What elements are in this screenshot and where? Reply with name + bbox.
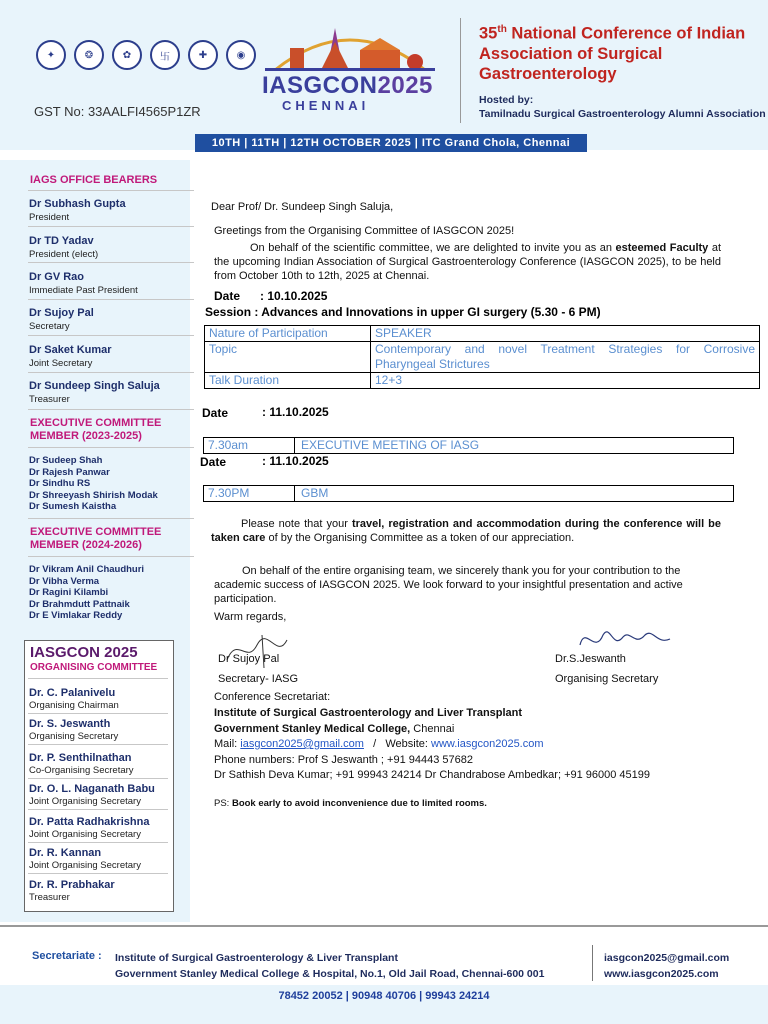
brand-year: 2025 [377,72,433,99]
organising-committee-subtitle: ORGANISING COMMITTEE [30,662,158,673]
sidebar-divider [28,372,194,373]
phone-line: Phone numbers: Prof S Jeswanth ; +91 94443 57682 [214,754,473,766]
organiser-role: Treasurer [29,892,70,903]
table-cell-label: Topic [205,342,371,373]
member-name: Dr Rajesh Panwar [29,466,110,478]
invitation-bold: esteemed Faculty [615,242,709,254]
office-bearer-name: Dr GV Rao [29,271,85,283]
footer-address [115,950,544,982]
organiser-role: Co-Organising Secretary [29,765,134,776]
organiser-name: Dr. O. L. Naganath Babu [29,783,155,795]
date-label: Date [200,455,227,469]
footer-secretariat-label: Secretariate : [32,950,102,962]
sidebar-divider [28,744,168,745]
date-label: Date [202,406,229,420]
office-bearer-role: Joint Secretary [29,358,93,369]
table-cell-label: Talk Duration [205,373,371,389]
mail-label: Mail: [214,738,241,750]
organiser-role: Joint Organising Secretary [29,796,141,807]
sidebar-divider [28,713,168,714]
office-bearer-name: Dr TD Yadav [29,235,94,247]
table-cell-value: SPEAKER [371,326,760,342]
signatory-role: Organising Secretary [555,673,659,685]
schedule-row [203,485,734,502]
member-name: Dr Shreeyash Shirish Modak [29,489,158,501]
hosted-by [479,93,766,121]
hosted-by-org: Tamilnadu Surgical Gastroenterology Alumni Association [479,108,766,120]
member-name: Dr Sindhu RS [29,478,91,489]
organiser-role: Organising Chairman [29,700,119,711]
office-bearer-role: Treasurer [29,394,70,405]
signatory-name: Dr Sujoy Pal [218,653,280,665]
organiser-name: Dr. S. Jeswanth [29,718,111,730]
exec-heading-line: MEMBER (2024-2026) [30,539,142,551]
hosted-by-label: Hosted by: [479,94,534,106]
salutation: Dear Prof/ Dr. Sundeep Singh Saluja, [211,201,394,213]
hospitality-text: Please note that your [241,518,352,530]
office-bearer-name: Dr Sujoy Pal [29,307,94,319]
exec-committee-2024-list [29,564,144,622]
organiser-name: Dr. P. Senthilnathan [29,752,132,764]
sidebar-divider [28,226,194,227]
ps-text: Book early to avoid inconvenience due to limited rooms. [231,798,487,809]
office-bearer-role: Immediate Past President [29,285,138,296]
exec-committee-2024-heading [30,526,161,552]
member-name: Dr Vibha Verma [29,575,100,587]
institute-logo-icon: ✚ [188,40,218,70]
office-bearer-role: President [29,212,70,223]
college-name: Government Stanley Medical College, [214,723,411,735]
crest-icon: ✿ [112,40,142,70]
invitation-text: On behalf of the scientific committee, we are delighted to invite you as an [250,242,616,254]
swastika-icon: 卐 [150,40,180,70]
organiser-role: Joint Organising Secretary [29,860,141,871]
association-logos [36,40,256,70]
brand-word: IASGCON [262,72,378,99]
date-venue-ribbon: 10TH | 11TH | 12TH OCTOBER 2025 | ITC Grand Chola, Chennai [195,134,587,152]
member-name: Dr Brahmdutt Pattnaik [29,598,130,610]
table-row [205,326,760,342]
conference-title-text: National Conference of Indian Association of Surgical Gastroenterology [479,24,746,83]
college-city: Chennai [410,723,455,735]
date-value: : 11.10.2025 [262,454,329,468]
signature-jeswanth [575,625,675,655]
office-bearer-name: Dr Sundeep Singh Saluja [29,380,160,392]
organising-committee-title: IASGCON 2025 [30,644,138,661]
gst-number: GST No: 33AALFI4565P1ZR [34,104,201,119]
secretariat-institute: Institute of Surgical Gastroenterology and Liver Transplant [214,707,523,719]
table-row [205,373,760,389]
brand-wordmark [262,72,433,100]
sidebar-divider [28,778,168,779]
email-link[interactable]: iasgcon2025@gmail.com [240,738,364,750]
organiser-name: Dr. C. Palanivelu [29,687,116,699]
sidebar-divider [28,447,194,448]
schedule-event: GBM [301,486,329,500]
contact-line [214,737,544,751]
sidebar-divider [28,262,194,263]
sidebar-divider [28,409,194,410]
schedule-time: 7.30am [204,438,295,453]
footer-vertical-divider [592,945,593,981]
participation-table [204,325,760,389]
member-name: Dr Sudeep Shah [29,455,103,466]
office-bearer-name: Dr Subhash Gupta [29,198,126,210]
secretariat-college [214,722,454,736]
thanks-paragraph: On behalf of the entire organising team, we sincerely thank you for your contribution to the academic success of IASGCON 2025. We look forward to your insightful presentation and active participation. [214,565,683,605]
warm-regards: Warm regards, [214,611,287,623]
conference-ordinal-suffix: th [497,24,507,35]
footer-contact [604,950,729,982]
exec-committee-2023-heading [30,417,161,443]
session-line: Session : Advances and Innovations in upper GI surgery (5.30 - 6 PM) [205,305,601,319]
table-cell-value: Contemporary and novel Treatment Strategies for Corrosive Pharyngeal Strictures [371,342,760,373]
secretariat-label: Conference Secretariat: [214,691,331,703]
office-bearers-heading: IAGS OFFICE BEARERS [30,174,158,186]
date-value: : 10.10.2025 [260,289,328,303]
ps-label: PS: [214,798,232,809]
greeting: Greetings from the Organising Committee of IASGCON 2025! [214,225,515,237]
office-bearer-role: President (elect) [29,249,99,260]
header-divider [460,18,461,123]
hospitality-paragraph [211,517,721,545]
member-name: Dr Ragini Kilambi [29,587,109,598]
date-label: Date [214,289,241,303]
table-cell-label: Nature of Participation [205,326,371,342]
organiser-name: Dr. Patta Radhakrishna [29,816,150,828]
signatory-name: Dr.S.Jeswanth [555,653,626,665]
hospitality-text: of by the Organising Committee as a token of our appreciation. [265,532,575,544]
sidebar-divider [28,556,194,557]
signatory-role: Secretary- IASG [218,673,299,685]
brand-city: CHENNAI [282,98,370,113]
sidebar-divider [28,335,194,336]
table-cell-value: 12+3 [371,373,760,389]
organiser-role: Joint Organising Secretary [29,829,141,840]
date-value: : 11.10.2025 [262,405,329,419]
footer-address-line: Institute of Surgical Gastroenterology & Liver Transplant [115,952,398,964]
organiser-name: Dr. R. Prabhakar [29,879,115,891]
society-logo-icon: ◉ [226,40,256,70]
sidebar-divider [28,299,194,300]
member-name: Dr E Vimlakar Reddy [29,610,123,621]
phone-line: Dr Sathish Deva Kumar; +91 99943 24214 Dr Chandrabose Ambedkar; +91 96000 45199 [214,769,651,781]
exec-committee-2023-list [29,455,158,513]
member-name: Dr Vikram Anil Chaudhuri [29,564,145,575]
footer-address-line: Government Stanley Medical College & Hospital, No.1, Old Jail Road, Chennai-600 001 [115,968,545,980]
exec-heading-line: EXECUTIVE COMMITTEE [30,526,162,538]
office-bearer-role: Secretary [29,321,70,332]
exec-heading-line: EXECUTIVE COMMITTEE [30,417,162,429]
office-bearer-name: Dr Saket Kumar [29,344,112,356]
sidebar-divider [28,809,168,810]
sidebar-divider [28,518,194,519]
conference-ordinal: 35 [479,24,498,43]
emblem-icon: ✦ [36,40,66,70]
footer-website[interactable]: www.iasgcon2025.com [604,968,719,980]
ps-note [214,797,487,811]
table-row [205,342,760,373]
organiser-name: Dr. R. Kannan [29,847,102,859]
footer-phones: 78452 20052 | 90948 40706 | 99943 24214 [278,990,490,1002]
organiser-role: Organising Secretary [29,731,119,742]
website-link[interactable]: www.iasgcon2025.com [431,738,544,750]
invitation-paragraph [214,241,721,283]
schedule-event: EXECUTIVE MEETING OF IASG [301,438,480,452]
hospitality-bold: travel, registration and accommodation during the conference will be taken care [211,518,721,544]
schedule-time: 7.30PM [204,486,295,501]
member-name: Dr Sumesh Kaistha [29,501,117,512]
sidebar-divider [28,873,168,874]
sidebar-divider [28,678,168,679]
sidebar-divider [28,190,194,191]
seal-icon: ❂ [74,40,104,70]
organising-committee-box [24,640,174,912]
exec-heading-line: MEMBER (2023-2025) [30,430,142,442]
sidebar-divider [28,842,168,843]
schedule-row [203,437,734,454]
website-label: / Website: [363,738,432,750]
footer-divider [0,925,768,927]
footer-email[interactable]: iasgcon2025@gmail.com [604,952,730,964]
invitation-text: at the upcoming Indian Association of Surgical Gastroenterology Conference (IASGCON 2025), to be held from October 10th to 12th, 2025 at Chennai. [214,242,721,282]
conference-title [479,20,759,84]
